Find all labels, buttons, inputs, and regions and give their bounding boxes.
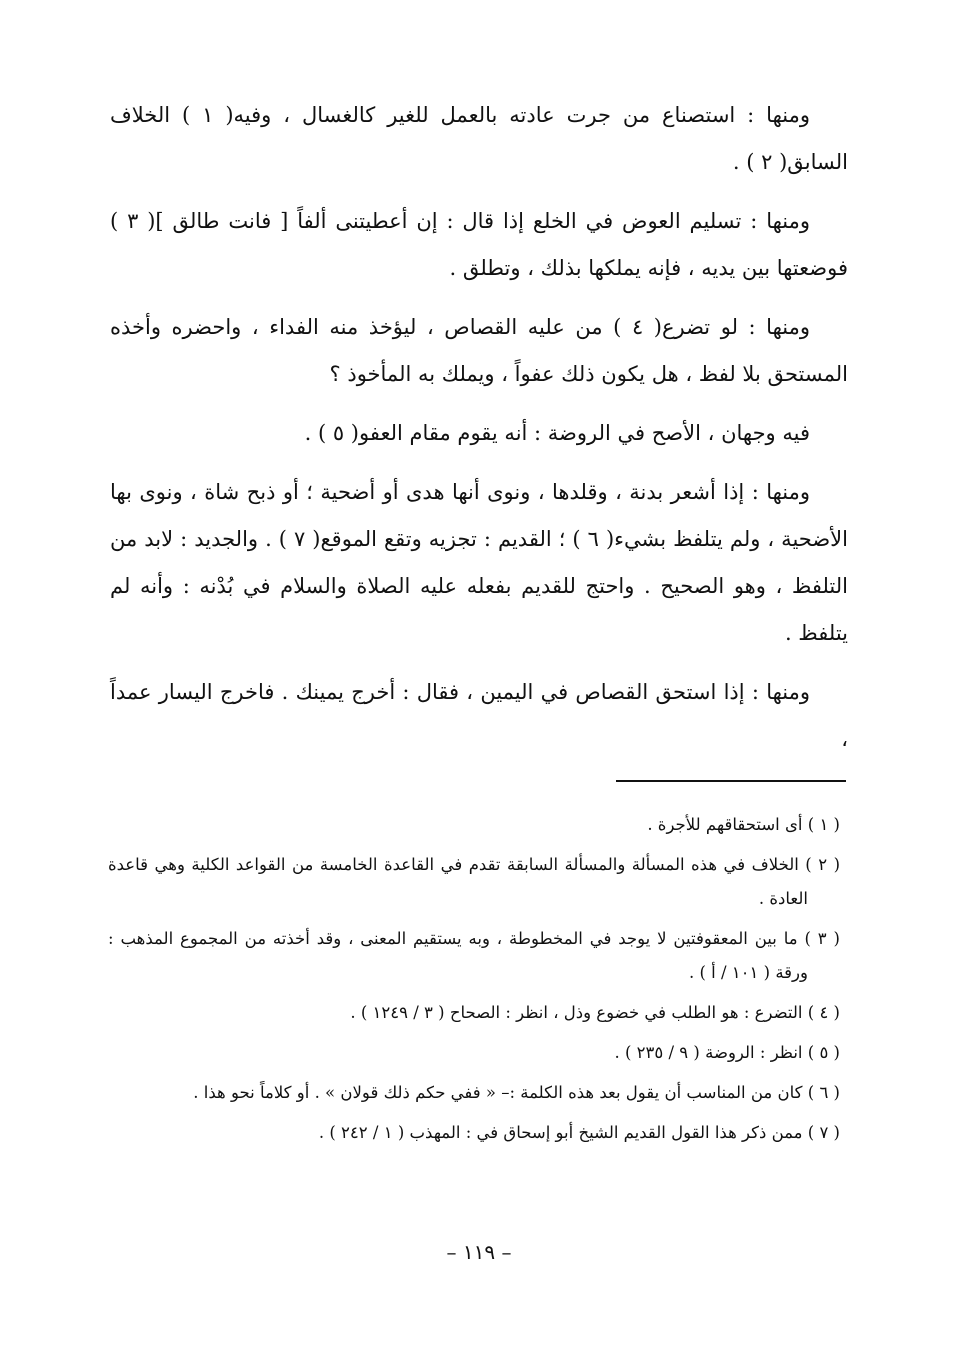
paragraph: ومنها : تسليم العوض في الخلع إذا قال : إن أعطيتنى ألفاً [ فانت طالق ]( ٣ ) فوضعتها بين يديه ، فإنه يملكها بذلك ، وتطلق . (110, 209, 848, 280)
footnote: ( ٦ ) كان من المناسب أن يقول بعد هذه الكلمة :– « ففي حكم ذلك قولان » . أو كلاماً نحو هذا . (193, 1083, 840, 1102)
paragraph: ومنها : إذا أشعر بدنة ، وقلدها ، ونوى أنها هدى أو أضحية ؛ أو ذبح شاة ، ونوى بها الأضحية ، ولم يتلفظ بشيء( ٦ ) ؛ القديم : تجزيه وتقع الموقع( ٧ ) . والجديد : لابد من التلفظ ، وهو الصحيح . واحتج للقديم بفعله عليه الصلاة والسلام في بُدْنه : وأنه لم يتلفظ . (110, 480, 848, 645)
footnotes (108, 808, 840, 1156)
footnote: ( ٧ ) ممن ذكر هذا القول القديم الشيخ أبو إسحاق في : المهذب ( ١ / ٢٤٢ ) . (318, 1123, 840, 1142)
footnote: ( ٢ ) الخلاف في هذه المسألة والمسألة السابقة تقدم في القاعدة الخامسة من القواعد الكلية وهي قاعدة العادة . (108, 855, 841, 908)
paragraph: ومنها : إذا استحق القصاص في اليمين ، فقال : أخرج يمينك . فاخرج اليسار عمداً ، (110, 680, 848, 751)
footnote: ( ٤ ) التضرع : هو الطلب في خضوع وذل ، انظر : الصحاح ( ٣ / ١٢٤٩ ) . (350, 1003, 840, 1022)
paragraph: ومنها : لو تضرع( ٤ ) من عليه القصاص ، ليؤخذ منه الفداء ، واحضره وأخذه المستحق بلا لفظ ، هل يكون ذلك عفواً ، ويملك به المأخوذ ؟ (110, 315, 848, 386)
main-text (110, 92, 848, 775)
footnote-separator (616, 780, 846, 782)
page-number: – ١١٩ – (446, 1240, 512, 1264)
paragraph: ومنها : استصناع من جرت عادته بالعمل للغير كالغسال ، وفيه( ١ ) الخلاف السابق( ٢ ) . (110, 103, 848, 174)
footnote: ( ٣ ) ما بين المعقوفتين لا يوجد في المخطوطة ، وبه يستقيم المعنى ، وقد أخذته من المجموع المذهب : ورقة ( ١٠١ / أ ) . (108, 929, 840, 982)
footnote: ( ١ ) أى استحقاقهم للأجرة . (647, 815, 840, 834)
paragraph: فيه وجهان ، الأصح في الروضة : أنه يقوم مقام العفو( ٥ ) . (304, 421, 810, 445)
footnote: ( ٥ ) انظر : الروضة ( ٩ / ٢٣٥ ) . (614, 1043, 840, 1062)
